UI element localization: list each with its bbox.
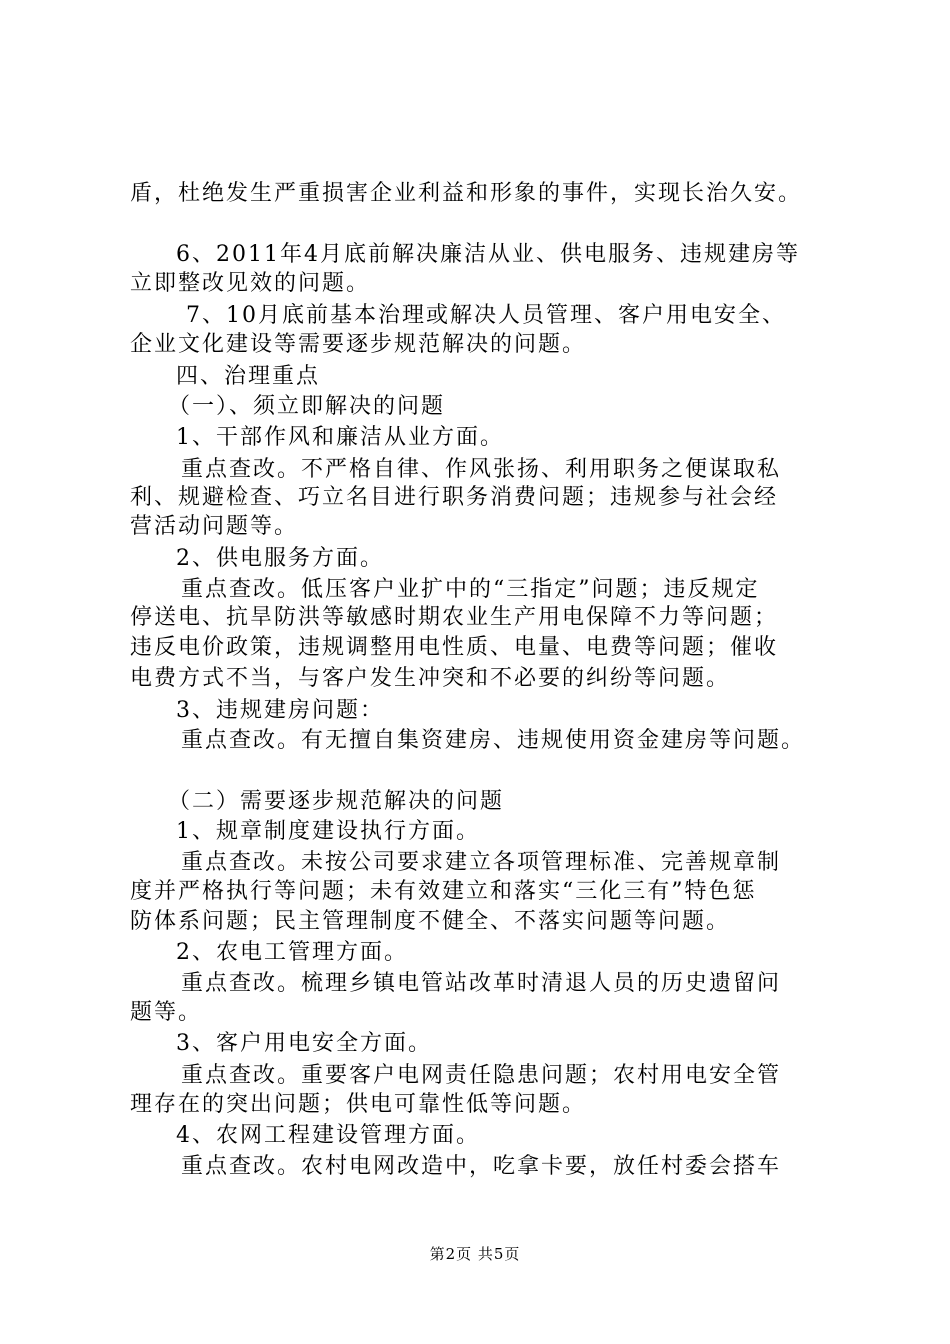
text-line: 重点查改。重要客户电网责任隐患问题；农村用电安全管 — [181, 1063, 782, 1088]
text-line: 重点查改。低压客户业扩中的“三指定”问题；违反规定 — [181, 577, 760, 602]
text-line: 重点查改。农村电网改造中，吃拿卡要，放任村委会搭车 — [181, 1154, 782, 1179]
page-number-footer: 第2页 共5页 — [429, 1245, 521, 1263]
subsection-heading: （二）需要逐步规范解决的问题 — [168, 789, 505, 814]
text-line: 6、2011年4月底前解决廉洁从业、供电服务、违规建房等 — [176, 242, 800, 267]
text-line: 防体系问题；民主管理制度不健全、不落实问题等问题。 — [130, 909, 731, 934]
text-line: 重点查改。梳理乡镇电管站改革时清退人员的历史遗留问 — [181, 971, 782, 996]
text-line: 题等。 — [130, 1000, 203, 1025]
text-line: 营活动问题等。 — [130, 514, 299, 539]
subsection-heading: （一）、须立即解决的问题 — [168, 394, 446, 419]
text-line: 企业文化建设等需要逐步规范解决的问题。 — [130, 332, 587, 357]
text-line: 度并严格执行等问题；未有效建立和落实“三化三有”特色惩 — [130, 879, 757, 904]
text-line: 电费方式不当，与客户发生冲突和不必要的纠纷等问题。 — [130, 666, 731, 691]
section-heading: 四、治理重点 — [176, 364, 321, 389]
text-line: 盾，杜绝发生严重损害企业利益和形象的事件，实现长治久安。 — [130, 181, 803, 206]
text-line: 理存在的突出问题；供电可靠性低等问题。 — [130, 1092, 587, 1117]
text-line: 违反电价政策，违规调整用电性质、电量、电费等问题；催收 — [130, 635, 779, 660]
text-line: 7、10月底前基本治理或解决人员管理、客户用电安全、 — [186, 303, 786, 328]
item-heading: 4、农网工程建设管理方面。 — [176, 1123, 480, 1148]
text-line: 利、规避检查、巧立名目进行职务消费问题；违规参与社会经 — [130, 485, 779, 510]
text-line: 停送电、抗旱防洪等敏感时期农业生产用电保障不力等问题； — [130, 605, 779, 630]
item-heading: 2、供电服务方面。 — [176, 546, 384, 571]
text-line: 立即整改见效的问题。 — [130, 271, 371, 296]
text-line: 重点查改。有无擅自集资建房、违规使用资金建房等问题。 — [181, 728, 806, 753]
text-line: 重点查改。不严格自律、作风张扬、利用职务之便谋取私 — [181, 457, 782, 482]
item-heading: 3、客户用电安全方面。 — [176, 1031, 432, 1056]
item-heading: 1、规章制度建设执行方面。 — [176, 819, 480, 844]
item-heading: 3、违规建房问题： — [176, 698, 384, 723]
text-line: 重点查改。未按公司要求建立各项管理标准、完善规章制 — [181, 850, 782, 875]
item-heading: 1、干部作风和廉洁从业方面。 — [176, 425, 504, 450]
item-heading: 2、农电工管理方面。 — [176, 940, 408, 965]
